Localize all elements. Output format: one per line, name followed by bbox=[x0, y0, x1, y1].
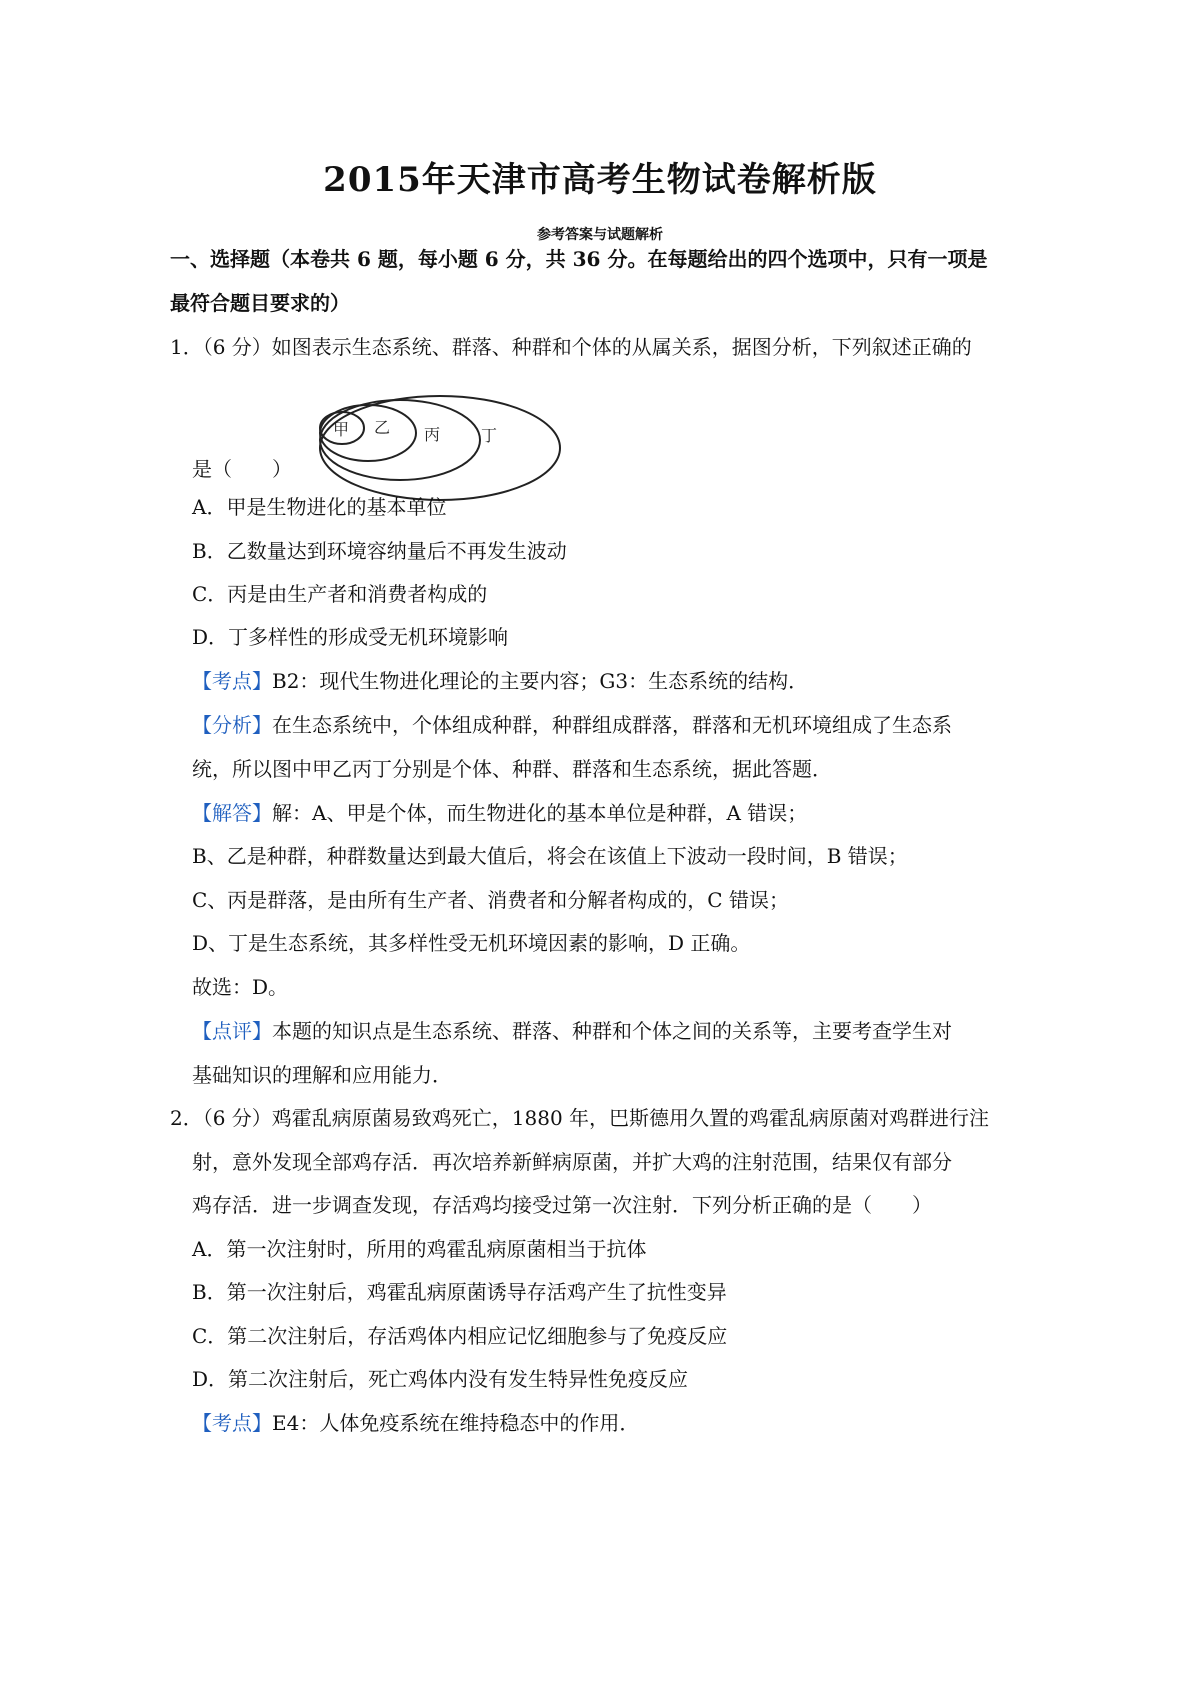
q1-dianping-line1 bbox=[192, 1017, 952, 1045]
dianping-tag: 【点评】 bbox=[192, 1019, 272, 1043]
q1-jieda-line1 bbox=[192, 799, 807, 827]
q1-kaodian bbox=[192, 667, 808, 695]
kaodian-tag: 【考点】 bbox=[192, 669, 272, 693]
q2-kaodian-text: E4：人体免疫系统在维持稳态中的作用． bbox=[272, 1411, 640, 1435]
q1-jieda-line2: B、乙是种群，种群数量达到最大值后，将会在该值上下波动一段时间，B 错误； bbox=[192, 844, 908, 868]
q2-stem-line3: 鸡存活．进一步调查发现，存活鸡均接受过第一次注射．下列分析正确的是（ ） bbox=[192, 1193, 932, 1217]
q1-dianping-line2: 基础知识的理解和应用能力． bbox=[192, 1063, 452, 1087]
q2-option-b: B．第一次注射后，鸡霍乱病原菌诱导存活鸡产生了抗性变异 bbox=[192, 1280, 727, 1304]
fenxi-tag: 【分析】 bbox=[192, 713, 272, 737]
nested-ellipse-diagram bbox=[318, 393, 563, 503]
q1-jieda-line5: 故选：D。 bbox=[192, 975, 289, 999]
fenxi-text-line1: 在生态系统中，个体组成种群，种群组成群落，群落和无机环境组成了生态系 bbox=[272, 713, 952, 737]
q2-stem-line2: 射，意外发现全部鸡存活．再次培养新鲜病原菌，并扩大鸡的注射范围，结果仅有部分 bbox=[192, 1150, 952, 1174]
label-ding: 丁 bbox=[481, 426, 498, 445]
q2-option-c: C．第二次注射后，存活鸡体内相应记忆细胞参与了免疫反应 bbox=[192, 1324, 728, 1348]
page-title: 2015年天津市高考生物试卷解析版 bbox=[323, 160, 877, 200]
q1-option-c: C．丙是由生产者和消费者构成的 bbox=[192, 582, 488, 606]
q2-option-d: D．第二次注射后，死亡鸡体内没有发生特异性免疫反应 bbox=[192, 1367, 689, 1391]
section-heading-line1: 一、选择题（本卷共 6 题，每小题 6 分，共 36 分。在每题给出的四个选项中，只有一项是 bbox=[170, 247, 988, 271]
jieda-text-line1: 解：A、甲是个体，而生物进化的基本单位是种群，A 错误； bbox=[272, 801, 808, 825]
dianping-text-line1: 本题的知识点是生态系统、群落、种群和个体之间的关系等，主要考查学生对 bbox=[272, 1019, 952, 1043]
q2-stem-line1: 2．（6 分）鸡霍乱病原菌易致鸡死亡，1880 年，巴斯德用久置的鸡霍乱病原菌对鸡群进行注 bbox=[170, 1106, 990, 1130]
q1-stem-line2: 是（ ） bbox=[192, 457, 292, 481]
ellipse-ding bbox=[320, 396, 560, 500]
q1-option-b: B．乙数量达到环境容纳量后不再发生波动 bbox=[192, 539, 567, 563]
label-yi: 乙 bbox=[374, 418, 391, 437]
q1-option-a: A．甲是生物进化的基本单位 bbox=[192, 495, 447, 519]
q1-jieda-line4: D、丁是生态系统，其多样性受无机环境因素的影响，D 正确。 bbox=[192, 931, 751, 955]
jieda-tag: 【解答】 bbox=[192, 801, 272, 825]
q2-kaodian bbox=[192, 1409, 639, 1437]
q2-kaodian-tag: 【考点】 bbox=[192, 1411, 272, 1435]
label-bing: 丙 bbox=[424, 425, 441, 444]
q1-option-d: D．丁多样性的形成受无机环境影响 bbox=[192, 625, 509, 649]
q2-option-a: A．第一次注射时，所用的鸡霍乱病原菌相当于抗体 bbox=[192, 1237, 647, 1261]
q1-stem-line1: 1．（6 分）如图表示生态系统、群落、种群和个体的从属关系，据图分析，下列叙述正确的 bbox=[170, 335, 972, 359]
q1-fenxi-line2: 统，所以图中甲乙丙丁分别是个体、种群、群落和生态系统，据此答题． bbox=[192, 757, 832, 781]
q1-jieda-line3: C、丙是群落，是由所有生产者、消费者和分解者构成的，C 错误； bbox=[192, 888, 789, 912]
q1-fenxi-line1 bbox=[192, 711, 952, 739]
page-subtitle: 参考答案与试题解析 bbox=[537, 227, 663, 243]
kaodian-text: B2：现代生物进化理论的主要内容；G3：生态系统的结构． bbox=[272, 669, 809, 693]
section-heading-line2: 最符合题目要求的） bbox=[170, 291, 350, 315]
label-jia: 甲 bbox=[333, 420, 350, 439]
